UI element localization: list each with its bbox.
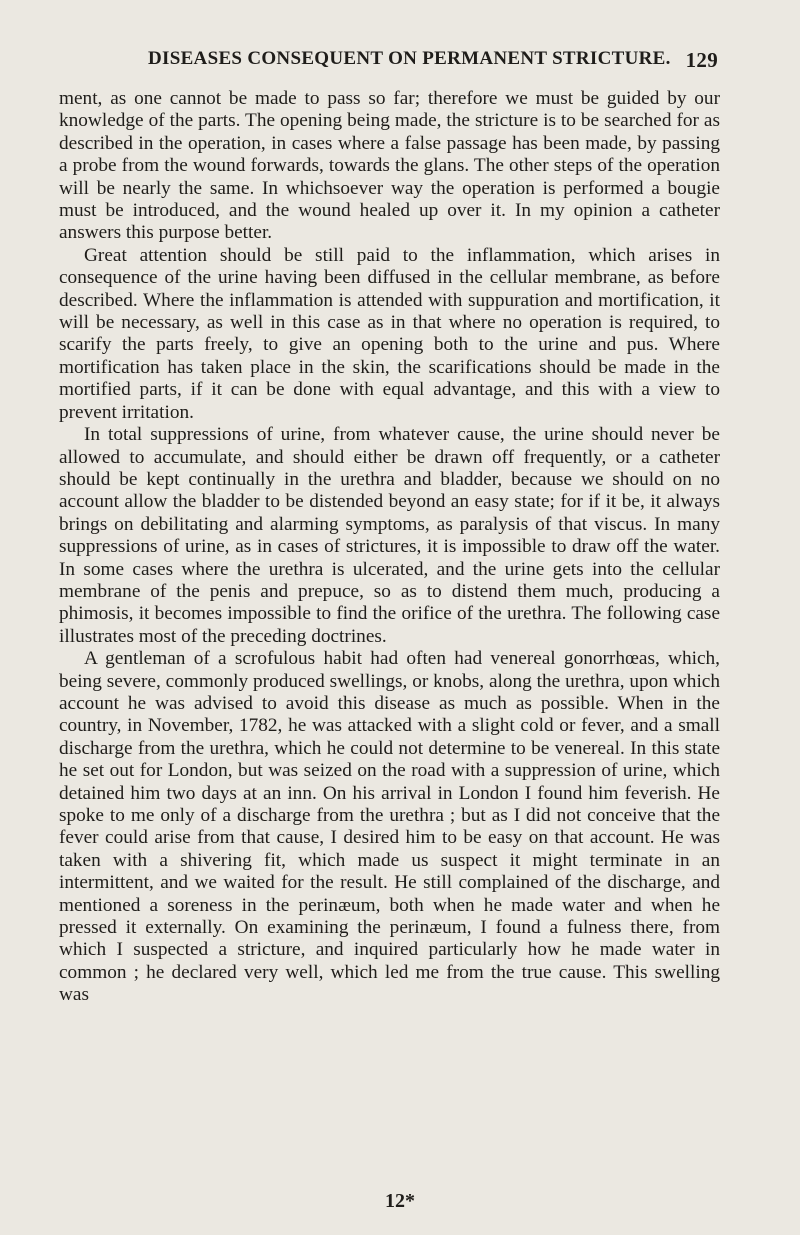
paragraph: A gentleman of a scrofulous habit had often had venereal gonorrhœas, which, being severe, commonly produced swellings, or knobs, along the urethra, upon which account he was advised to avoid this disease as much as possible. When in the country, in November, 1782, he was attacked with a slight cold or fever, and a small discharge from the urethra, which he could not determine to be venereal. In this state he set out for London, but was seized on the road with a suppression of urine, which detained him two days at an inn. On his arrival in London I found him feverish. He spoke to me only of a discharge from the urethra ; but as I did not conceive that the fever could arise from that cause, I desired him to be easy on that account. He was taken with a shivering fit, which made us suspect it might terminate in an intermittent, and we waited for the result. He still complained of the discharge, and mentioned a soreness in the perinæum, both when he made water and when he pressed it externally. On examining the perinæum, I found a fulness there, from which I suspected a stricture, and inquired particularly how he made water in common ; he declared very well, which led me from the true cause. This swelling was	[59, 648, 720, 1006]
paragraph: Great attention should be still paid to the inflammation, which arises in consequence of the urine having been diffused in the cellular membrane, as before described. Where the inflammation is attended with suppuration and mortification, it will be necessary, as well in this case as in that where no operation is required, to scarify the parts freely, to give an opening both to the urine and pus. Where mortification has taken place in the skin, the scarifications should be made in the mortified parts, if it can be done with equal advantage, and this with a view to prevent irritation.	[59, 244, 720, 423]
running-header	[148, 48, 718, 70]
signature-mark: 12*	[385, 1190, 415, 1212]
page-number: 129	[685, 48, 718, 72]
body-text	[59, 88, 720, 1007]
running-title: DISEASES CONSEQUENT ON PERMANENT STRICTURE.	[148, 48, 671, 69]
paragraph: In total suppressions of urine, from whatever cause, the urine should never be allowed to accumulate, and should either be drawn off frequently, or a catheter should be kept continually in the urethra and bladder, because we should on no account allow the bladder to be distended beyond an easy state; for if it be, it always brings on debilitating and alarming symptoms, as paralysis of that viscus. In many suppressions of urine, as in cases of strictures, it is impossible to draw off the water. In some cases where the urethra is ulcerated, and the urine gets into the cellular membrane of the penis and prepuce, so as to distend them much, producing a phimosis, it becomes impossible to find the orifice of the urethra. The following case illustrates most of the preceding doctrines.	[59, 424, 720, 647]
paragraph: ment, as one cannot be made to pass so far; therefore we must be guided by our knowledge of the parts. The opening being made, the stricture is to be searched for as described in the operation, in cases where a false passage has been made, by passing a probe from the wound forwards, towards the glans. The other steps of the operation will be nearly the same. In whichsoever way the operation is performed a bougie must be introduced, and the wound healed up over it. In my opinion a catheter answers this purpose better.	[59, 88, 720, 244]
